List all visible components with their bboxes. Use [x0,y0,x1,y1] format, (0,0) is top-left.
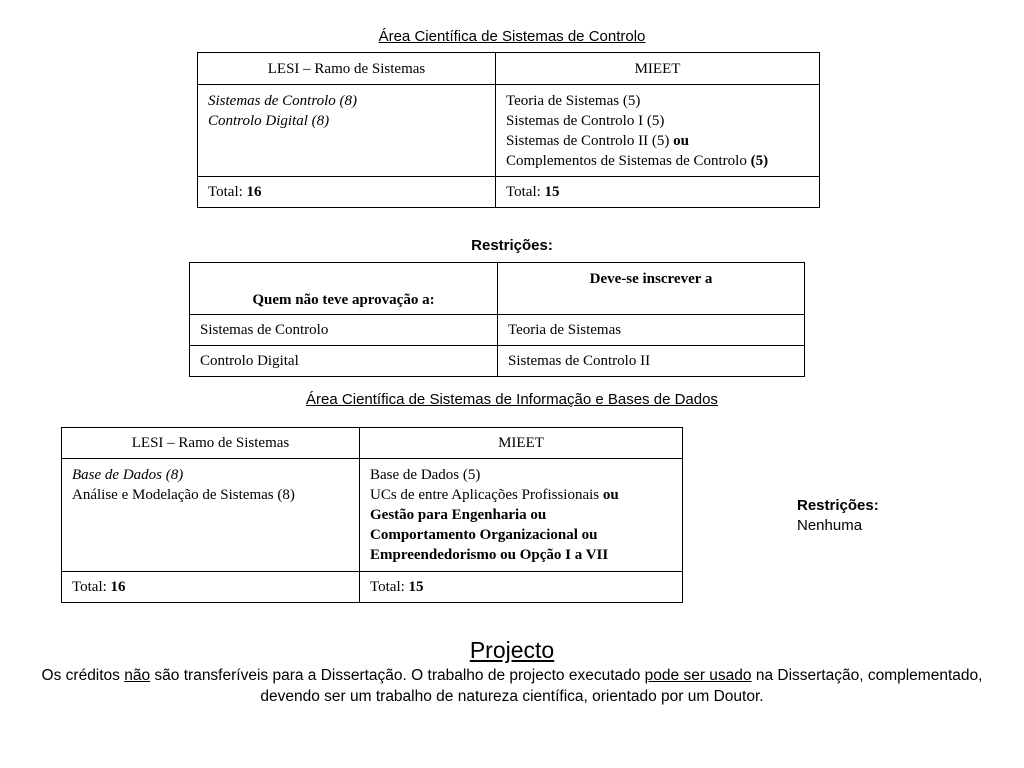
course-text: Complementos de Sistemas de Controlo [506,153,747,169]
course-text: UCs de entre Aplicações Profissionais [370,487,600,503]
restrictions-heading: Restrições: [797,497,879,514]
or-keyword: ou [602,487,619,503]
emphasis-text: não [124,667,151,684]
table-row [190,315,805,346]
course-item: Controlo Digital (8) [208,113,330,129]
control-systems-table [197,52,820,208]
col2-courses [360,459,683,572]
total-value: 15 [544,184,560,200]
course-item: Análise e Modelação de Sistemas (8) [72,487,295,503]
text-fragment: Os créditos [41,667,125,684]
course-item: Sistemas de Controlo I (5) [506,113,665,129]
course-item: Base de Dados (8) [72,467,184,483]
total-row [62,572,683,603]
total-label: Total: [208,184,243,200]
total-value: 15 [408,579,424,595]
projecto-description [40,665,984,707]
course-item: Base de Dados (5) [370,467,481,483]
col1-total [198,177,496,208]
table-header-row [62,428,683,459]
text-fragment: na Dissertação, complementado, devendo ser um trabalho de natureza científica, orientado por um Doutor. [260,667,983,705]
total-label: Total: [506,184,541,200]
course-item: Comportamento Organizacional ou [370,527,598,543]
col1-header: LESI – Ramo de Sistemas [198,53,496,85]
section2-heading: Área Científica de Sistemas de Informação e Bases de Dados [306,391,718,408]
text-fragment: são transferíveis para a Dissertação. O trabalho de projecto executado [150,667,645,684]
table-row [198,85,820,177]
or-keyword: ou [673,133,689,149]
course-item: Sistemas de Controlo (8) [208,93,358,109]
col1-courses [62,459,360,572]
restrictions-side-block [797,496,879,536]
total-label: Total: [370,579,405,595]
col2-header: MIEET [496,53,820,85]
restrictions-value: Nenhuma [797,517,863,534]
course-item [506,131,809,151]
course-text: Sistemas de Controlo II (5) [506,133,670,149]
table-cell: Teoria de Sistemas [498,315,805,346]
col1-header: LESI – Ramo de Sistemas [62,428,360,459]
emphasis-text: pode ser usado [644,667,752,684]
table-row [190,346,805,377]
col1-header: Quem não teve aprovação a: [190,263,498,315]
total-value: 16 [110,579,126,595]
col2-total [360,572,683,603]
restrictions-table [189,262,805,377]
col2-header: MIEET [360,428,683,459]
course-credits: (5) [750,153,769,169]
information-systems-table [61,427,683,603]
col1-total [62,572,360,603]
table-cell: Sistemas de Controlo II [498,346,805,377]
total-value: 16 [246,184,262,200]
col2-courses [496,85,820,177]
course-item: Empreendedorismo ou Opção I a VII [370,547,609,563]
table-cell: Controlo Digital [190,346,498,377]
restrictions-heading: Restrições: [471,237,553,254]
table-header-row [198,53,820,85]
course-item [370,485,672,505]
col2-header: Deve-se inscrever a [498,263,805,315]
projecto-title: Projecto [469,637,555,663]
course-item: Teoria de Sistemas (5) [506,93,641,109]
total-label: Total: [72,579,107,595]
section1-heading: Área Científica de Sistemas de Controlo [378,28,646,45]
table-header-row [190,263,805,315]
course-item: Gestão para Engenharia ou [370,507,547,523]
total-row [198,177,820,208]
col1-courses [198,85,496,177]
table-row [62,459,683,572]
table-cell: Sistemas de Controlo [190,315,498,346]
course-item [506,151,809,171]
col2-total [496,177,820,208]
